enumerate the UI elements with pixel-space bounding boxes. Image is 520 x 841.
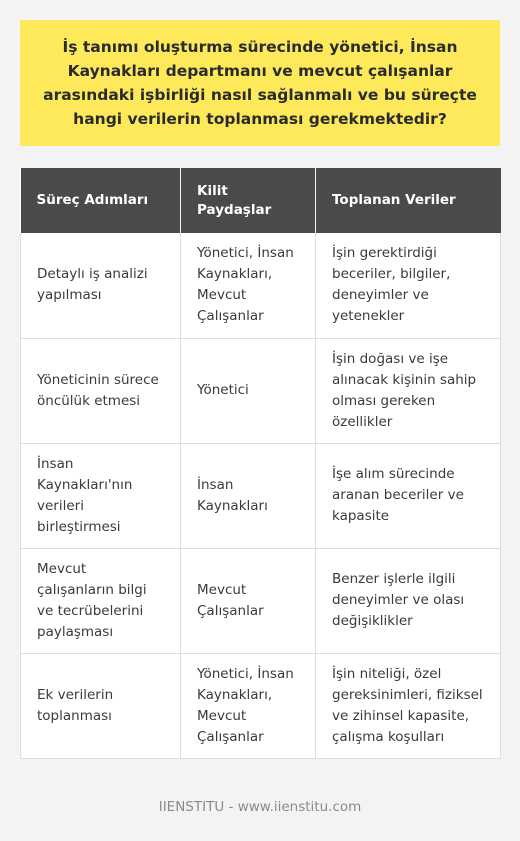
process-table [20,168,501,759]
column-header-collected-data: Toplanan Veriler [316,168,501,233]
table-row [21,233,501,338]
stakeholders-cell: Yönetici [181,338,316,443]
stakeholders-cell: İnsan Kaynakları [181,443,316,548]
process-step-cell: Detaylı iş analizi yapılması [21,233,181,338]
collected-data-cell: İşin gerektirdiği beceriler, bilgiler, deneyimler ve yetenekler [316,233,501,338]
title-banner [20,20,500,146]
table-row [21,548,501,653]
footer-credit: IIENSTITU - www.iienstitu.com [158,799,362,815]
table-row [21,443,501,548]
collected-data-cell: Benzer işlerle ilgili deneyimler ve olası değişiklikler [316,548,501,653]
table-header-row [21,168,501,233]
collected-data-cell: İşe alım sürecinde aranan beceriler ve kapasite [316,443,501,548]
stakeholders-cell: Yönetici, İnsan Kaynakları, Mevcut Çalışanlar [181,653,316,758]
stakeholders-cell: Yönetici, İnsan Kaynakları, Mevcut Çalışanlar [181,233,316,338]
process-step-cell: Ek verilerin toplanması [21,653,181,758]
collected-data-cell: İşin niteliği, özel gereksinimleri, fiziksel ve zihinsel kapasite, çalışma koşulları [316,653,501,758]
process-step-cell: İnsan Kaynakları'nın verileri birleştirmesi [21,443,181,548]
stakeholders-cell: Mevcut Çalışanlar [181,548,316,653]
table-row [21,653,501,758]
page-title: İş tanımı oluşturma sürecinde yönetici, İnsan Kaynakları departmanı ve mevcut çalışanlar arasındaki işbirliği nasıl sağlanmalı ve bu süreçte hangi verilerin toplanması gerekmektedir? [43,38,477,128]
process-step-cell: Mevcut çalışanların bilgi ve tecrübelerini paylaşması [21,548,181,653]
collected-data-cell: İşin doğası ve işe alınacak kişinin sahip olması gereken özellikler [316,338,501,443]
table-row [21,338,501,443]
column-header-key-stakeholders: Kilit Paydaşlar [181,168,316,233]
column-header-process-steps: Süreç Adımları [21,168,181,233]
process-step-cell: Yöneticinin sürece öncülük etmesi [21,338,181,443]
